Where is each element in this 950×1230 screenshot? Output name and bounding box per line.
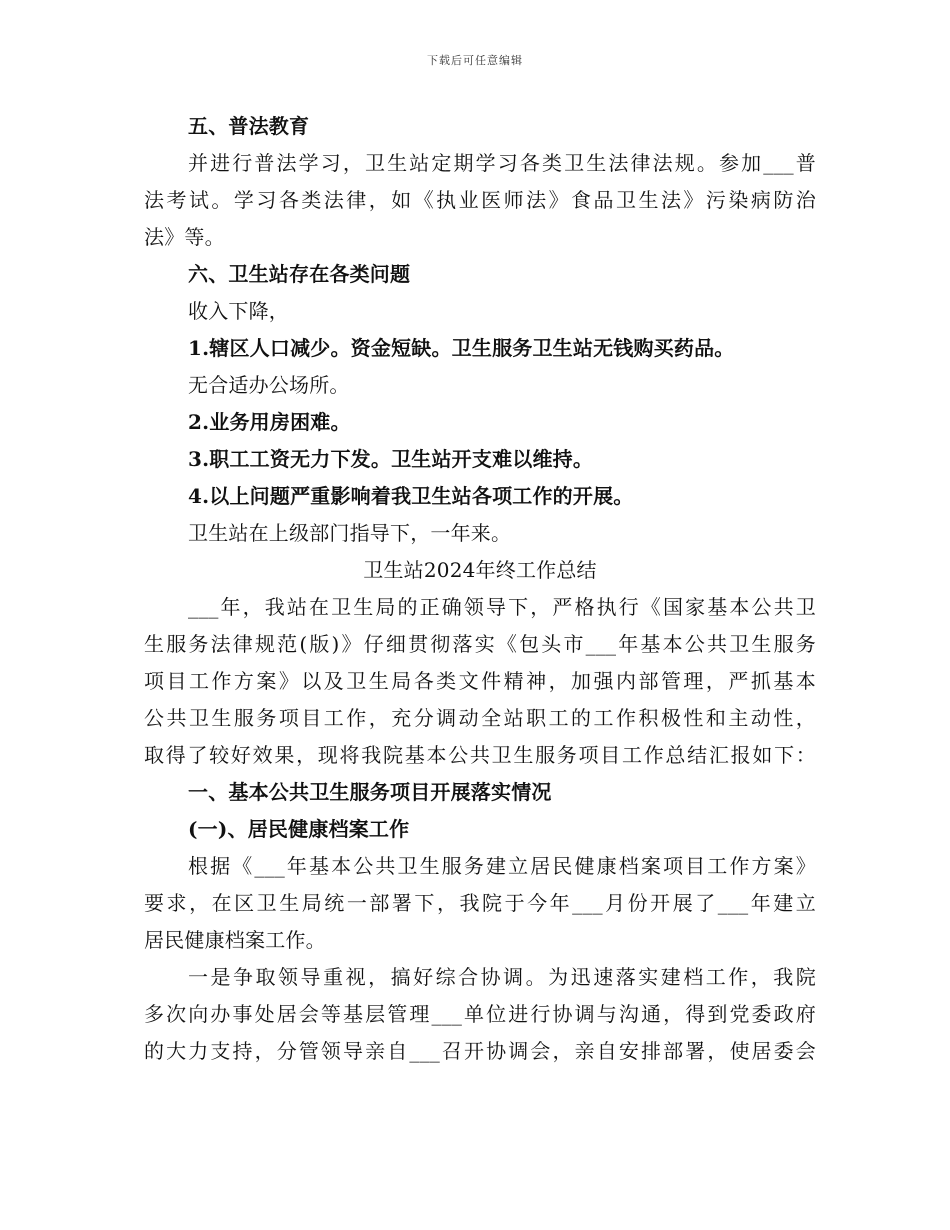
- list-item-3: 3.职工工资无力下发。卫生站开支难以维持。: [188, 447, 594, 471]
- section-heading-5: 五、普法教育: [188, 114, 310, 138]
- paragraph-line: 取得了较好效果，现将我院基本公共卫生服务项目工作总结汇报如下：: [144, 743, 816, 767]
- paragraph-line: 无合适办公场所。: [188, 373, 350, 397]
- paragraph-line: 公共卫生服务项目工作，充分调动全站职工的工作积极性和主动性，: [144, 706, 816, 730]
- paragraph-line: 要求，在区卫生局统一部署下，我院于今年___月份开展了___年建立: [144, 891, 816, 915]
- paragraph-line: 法考试。学习各类法律，如《执业医师法》食品卫生法》污染病防治: [144, 188, 816, 212]
- subsection-heading-1: (一)、居民健康档案工作: [188, 817, 410, 841]
- paragraph-line: 生服务法律规范(版)》仔细贯彻落实《包头市___年基本公共卫生服务: [144, 632, 816, 656]
- page-header: 下载后可任意编辑: [427, 54, 523, 67]
- paragraph-line: 的大力支持，分管领导亲自___召开协调会，亲自安排部署，使居委会: [144, 1039, 816, 1063]
- paragraph-line: 根据《___年基本公共卫生服务建立居民健康档案项目工作方案》: [188, 854, 816, 878]
- paragraph-line: 居民健康档案工作。: [144, 928, 326, 952]
- paragraph-line: 一是争取领导重视，搞好综合协调。为迅速落实建档工作，我院: [188, 965, 816, 989]
- paragraph-line: 并进行普法学习，卫生站定期学习各类卫生法律法规。参加___普: [188, 151, 816, 175]
- list-item-4: 4.以上问题严重影响着我卫生站各项工作的开展。: [188, 484, 634, 508]
- paragraph-line: ___年，我站在卫生局的正确领导下，严格执行《国家基本公共卫: [188, 595, 816, 619]
- paragraph-line: 多次向办事处居会等基层管理___单位进行协调与沟通，得到党委政府: [144, 1002, 816, 1026]
- document-body: [144, 108, 816, 1070]
- list-item-1: 1.辖区人口减少。资金短缺。卫生服务卫生站无钱购买药品。: [188, 336, 735, 360]
- paragraph-line: 法》等。: [144, 225, 225, 249]
- document-title: 卫生站2024年终工作总结: [363, 558, 597, 582]
- list-item-2: 2.业务用房困难。: [188, 410, 351, 434]
- paragraph-line: 项目工作方案》以及卫生局各类文件精神，加强内部管理，严抓基本: [144, 669, 816, 693]
- section-heading-6: 六、卫生站存在各类问题: [188, 262, 411, 286]
- paragraph-line: 收入下降，: [188, 299, 289, 323]
- paragraph-line: 卫生站在上级部门指导下，一年来。: [188, 521, 512, 545]
- section-heading-1: 一、基本公共卫生服务项目开展落实情况: [188, 780, 552, 804]
